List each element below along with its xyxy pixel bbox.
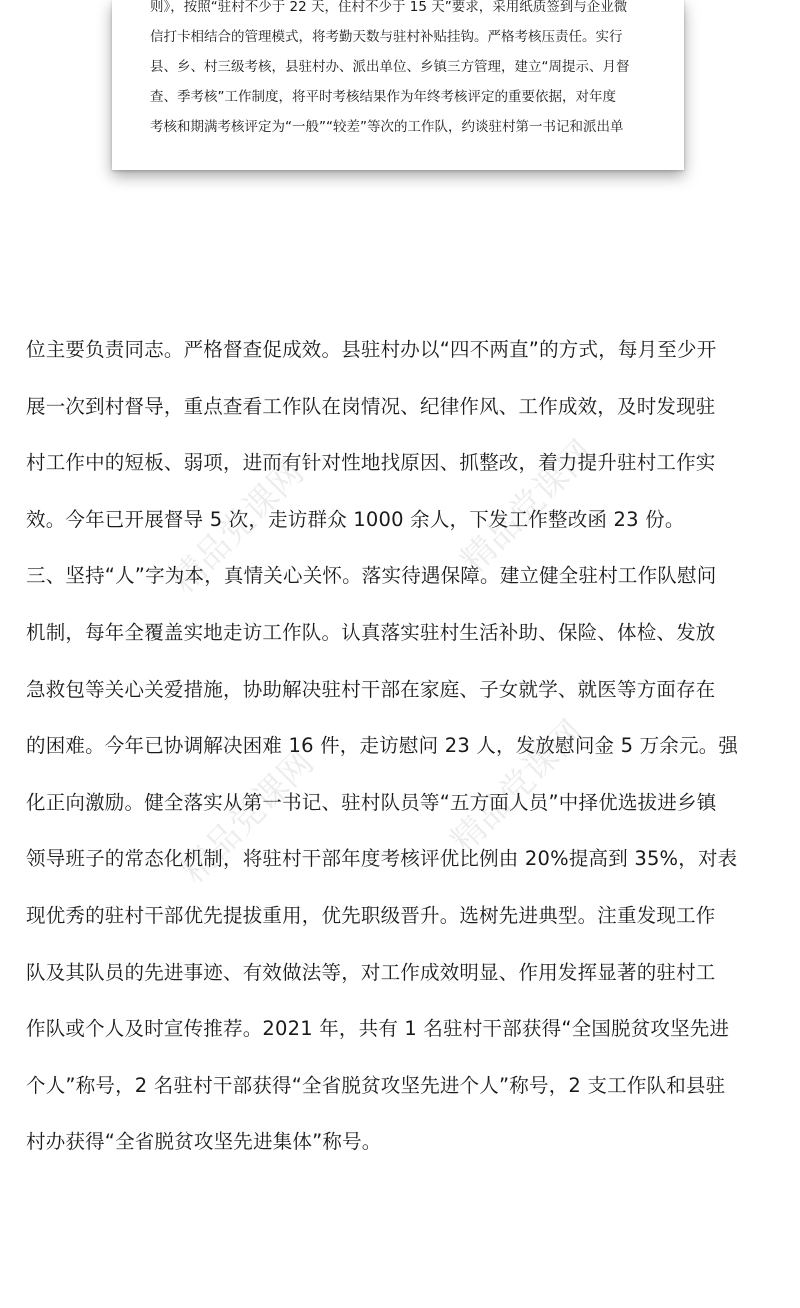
- body-line: 展一次到村督导，重点查看工作队在岗情况、纪律作风、工作成效，及时发现驻: [26, 394, 716, 418]
- body-line: 的困难。今年已协调解决困难 16 件，走访慰问 23 人，发放慰问金 5 万余元。强: [26, 734, 739, 758]
- watermark-text: 精品党课网: [443, 712, 592, 862]
- body-line: 作队或个人及时宣传推荐。2021 年，共有 1 名驻村干部获得“全国脱贫攻坚先进: [26, 1017, 730, 1041]
- body-line: 村工作中的短板、弱项，进而有针对性地找原因、抓整改，着力提升驻村工作实: [26, 451, 716, 475]
- section-heading-line: 三、坚持“人”字为本，真情关心关怀。落实待遇保障。建立健全驻村工作队慰问: [26, 564, 717, 588]
- body-line: 村办获得“全省脱贫攻坚先进集体”称号。: [26, 1130, 382, 1154]
- preview-line: 查、季考核”工作制度，将平时考核结果作为年终考核评定的重要依据，对年度: [150, 89, 616, 105]
- body-line: 现优秀的驻村干部优先提拔重用，优先职级晋升。选树先进典型。注重发现工作: [26, 903, 716, 927]
- body-line: 队及其队员的先进事迹、有效做法等，对工作成效明显、作用发挥显著的驻村工: [26, 960, 716, 984]
- document-preview-card: [112, 0, 684, 170]
- body-line: 个人”称号，2 名驻村干部获得“全省脱贫攻坚先进个人”称号，2 支工作队和县驻: [26, 1073, 726, 1097]
- preview-line: 考核和期满考核评定为“一般”“较差”等次的工作队，约谈驻村第一书记和派出单: [150, 119, 624, 135]
- watermark-text: 精品党课网: [163, 452, 312, 602]
- preview-line: 则》，按照“驻村不少于 22 天，住村不少于 15 天”要求，采用纸质签到与企业微: [150, 0, 628, 15]
- preview-line: 信打卡相结合的管理模式，将考勤天数与驻村补贴挂钩。严格考核压责任。实行: [150, 29, 623, 45]
- body-line: 位主要负责同志。严格督查促成效。县驻村办以“四不两直”的方式，每月至少开: [26, 338, 717, 361]
- body-line: 领导班子的常态化机制，将驻村干部年度考核评优比例由 20%提高到 35%，对表: [26, 847, 738, 871]
- body-line: 效。今年已开展督导 5 次，走访群众 1000 余人，下发工作整改函 23 份。: [26, 507, 685, 531]
- body-line: 化正向激励。健全落实从第一书记、驻村队员等“五方面人员”中择优选拔进乡镇: [26, 790, 717, 814]
- watermark-text: 精品党课网: [173, 742, 322, 892]
- preview-line: 县、乡、村三级考核，县驻村办、派出单位、乡镇三方管理，建立“周提示、月督: [150, 59, 630, 75]
- watermark-text: 精品党课网: [453, 432, 602, 582]
- body-line: 机制，每年全覆盖实地走访工作队。认真落实驻村生活补助、保险、体检、发放: [26, 620, 716, 644]
- body-line: 急救包等关心关爱措施，协助解决驻村干部在家庭、子女就学、就医等方面存在: [26, 677, 716, 701]
- body-text: [26, 322, 786, 1171]
